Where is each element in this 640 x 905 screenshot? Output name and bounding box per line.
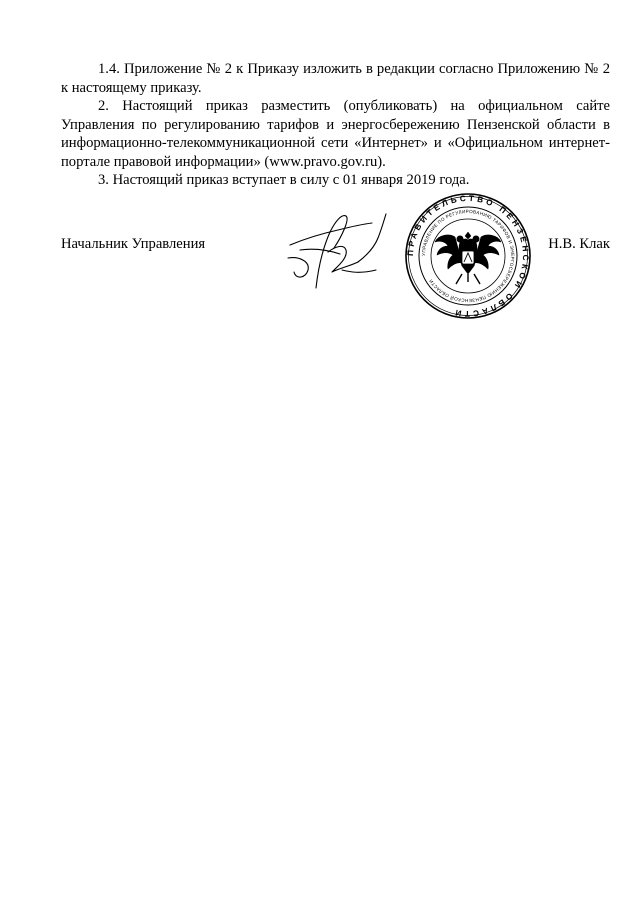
signer-position-title: Начальник Управления	[61, 236, 206, 252]
signer-name: Н.В. Клак	[548, 236, 610, 252]
official-seal	[404, 192, 532, 320]
svg-text:УПРАВЛЕНИЕ ПО РЕГУЛИРОВАНИЮ ТА: УПРАВЛЕНИЕ ПО РЕГУЛИРОВАНИЮ ТАРИФОВ И ЭНЕРГОСБЕРЕЖЕНИЮ ПЕНЗЕНСКОЙ ОБЛАСТИ	[420, 208, 516, 304]
paragraph-3: 3. Настоящий приказ вступает в силу с 01 января 2019 года.	[98, 172, 470, 188]
paragraph-1-4: 1.4. Приложение № 2 к Приказу изложить в редакции согласно Приложению № 2 к настоящему приказу.	[61, 61, 610, 96]
document-body	[61, 60, 610, 190]
svg-text:ПРАВИТЕЛЬСТВО ПЕНЗЕНСКОЙ ОБЛАС: ПРАВИТЕЛЬСТВО ПЕНЗЕНСКОЙ ОБЛАСТИ	[405, 193, 531, 319]
paragraph-2: 2. Настоящий приказ разместить (опубликовать) на официальном сайте Управления по регулированию тарифов и энергосбережению Пензенской области в информационно-телекоммуникационной сети «Интернет» и «Официальном интернет-портале правовой информации» (www.pravo.gov.ru).	[61, 98, 610, 170]
handwritten-signature	[280, 200, 400, 300]
